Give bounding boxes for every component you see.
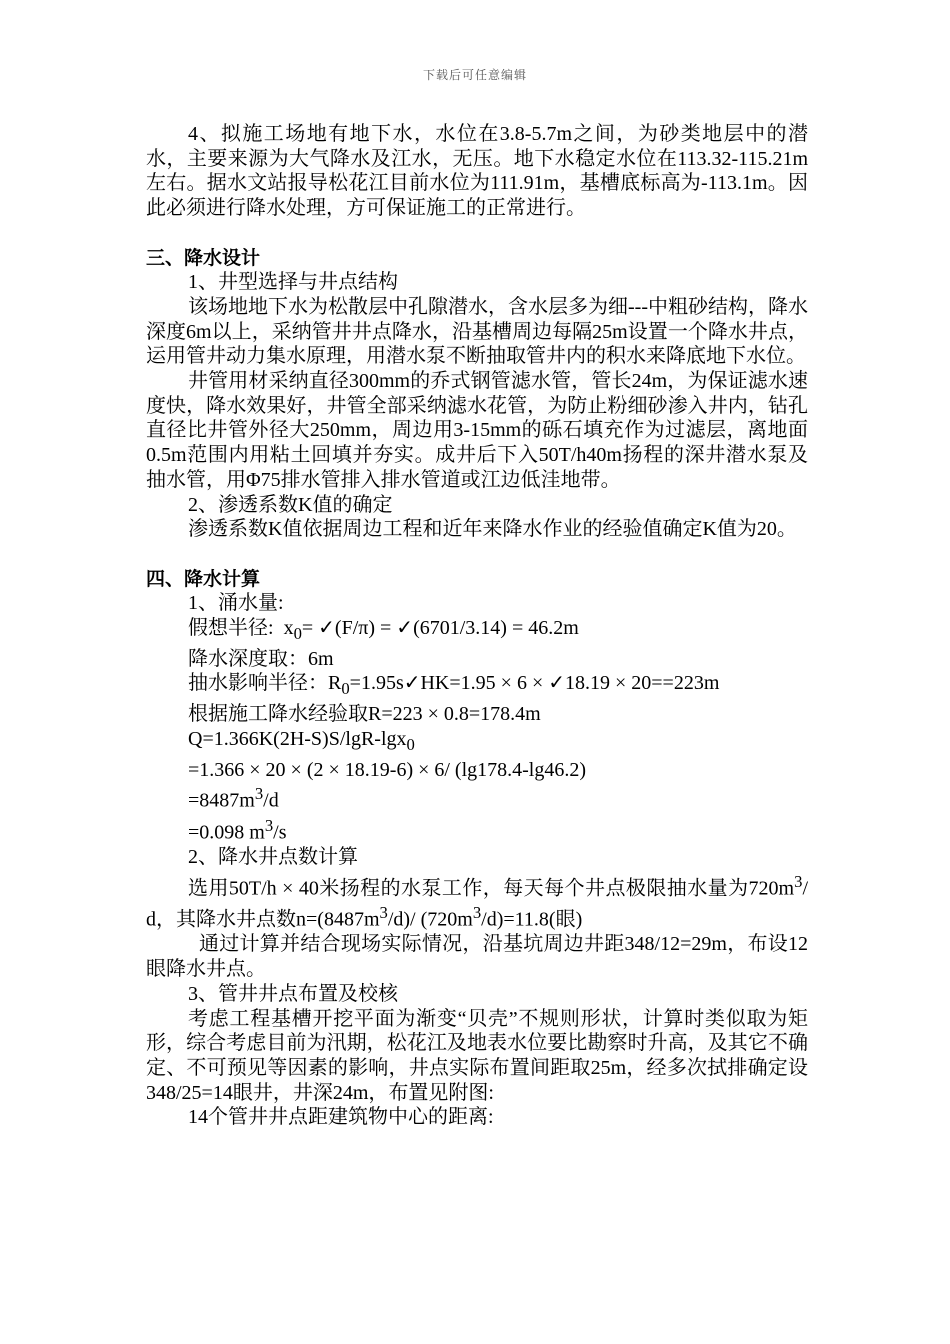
formula-q: Q=1.366K(2H-S)S/lgR-lgx$_0$ <box>188 727 415 754</box>
header-note: 下载后可任意编辑 <box>422 68 527 82</box>
subsection-well-layout: 3、管井井点布置及校核 <box>188 982 398 1005</box>
subsection-k-value: 2、渗透系数K值的确定 <box>188 493 393 516</box>
formula-influence-radius: 抽水影响半径：$R_0=1.95s✓HK=1.95 \times 6$ × ✓18.19 × 20==223m <box>188 672 720 699</box>
subsection-well-type: 1、井型选择与井点结构 <box>188 271 398 294</box>
paragraph-k-value: 渗透系数K值依据周边工程和近年来降水作业的经验值确定K值为20。 <box>188 518 797 541</box>
paragraph-well-layout: 考虑工程基槽开挖平面为渐变“贝壳”不规则形状，计算时类似取为矩形，综合考虑目前为汛期，松花江及地表水位要比勘察时升高，及其它不确定、不可预见等因素的影响，井点实际布置间距取25m，经多次拭排确定设348/25=14眼井，井深24m，布置见附图: <box>146 1007 808 1104</box>
section-title-dewatering-calc: 四、降水计算 <box>146 567 261 590</box>
paragraph-well-spacing: 通过计算并结合现场实际情况，沿基坑周边井距348/12=29m，布设12眼降水井点。 <box>146 933 808 981</box>
subsection-well-count: 2、降水井点数计算 <box>188 845 358 868</box>
formula-q-line4: =0.098 $m^3/s$ <box>188 815 287 844</box>
document-body <box>146 122 808 1130</box>
paragraph-well-count: 选用50T/h × 40米扬程的水泵工作，每天每个井点极限抽水量为$720m^3/d$，其降水井点数$n=(8487m^3/d)/$ $(720m^3/d)=11.8$(眼) <box>146 871 808 931</box>
subsection-water-inflow: 1、涌水量: <box>188 592 284 615</box>
formula-q-line3: $=8487m^3/d$ <box>188 784 279 812</box>
formula-q-line2: =1.366 × 20 × (2 × 18.19-6) × 6/ (lg178.4-lg46.2) <box>188 758 587 781</box>
section-title-dewatering-design: 三、降水设计 <box>146 246 261 269</box>
formula-depth: 降水深度取：6m <box>188 647 334 670</box>
paragraph-well-pipe: 井管用材采纳直径300mm的乔式钢管滤水管，管长24m，为保证滤水速度快，降水效果好，井管全部采纳滤水花管，为防止粉细砂渗入井内，钻孔直径比井管外径大250mm，周边用3-15mm的砾石填充作为过滤层，离地面0.5m范围内用粘土回填并夯实。成井后下入50T/h40m扬程的深井潜水泵及抽水管，用Φ75排水管排入排水管道或江边低洼地带。 <box>146 370 808 491</box>
paragraph-well-distance: 14个管井井点距建筑物中心的距离: <box>188 1106 494 1129</box>
formula-adjusted-radius: 根据施工降水经验取R=223 × 0.8=178.4m <box>188 703 541 726</box>
paragraph-groundwater: 4、拟施工场地有地下水，水位在3.8-5.7m之间，为砂类地层中的潜水，主要来源为大气降水及江水，无压。地下水稳定水位在113.32-115.21m左右。据水文站报导松花江目前水位为111.91m，基槽底标高为-113.1m。因此必须进行降水处理，方可保证施工的正常进行。 <box>146 123 808 220</box>
formula-radius: 假想半径: $x_0=$ ✓(F/π) = ✓(6701/3.14) = 46.2m <box>188 617 579 644</box>
paragraph-well-type: 该场地地下水为松散层中孔隙潜水，含水层多为细---中粗砂结构，降水深度6m以上，采纳管井井点降水，沿基槽周边每隔25m设置一个降水井点，运用管井动力集水原理，用潜水泵不断抽取管井内的积水来降底地下水位。 <box>146 295 808 368</box>
